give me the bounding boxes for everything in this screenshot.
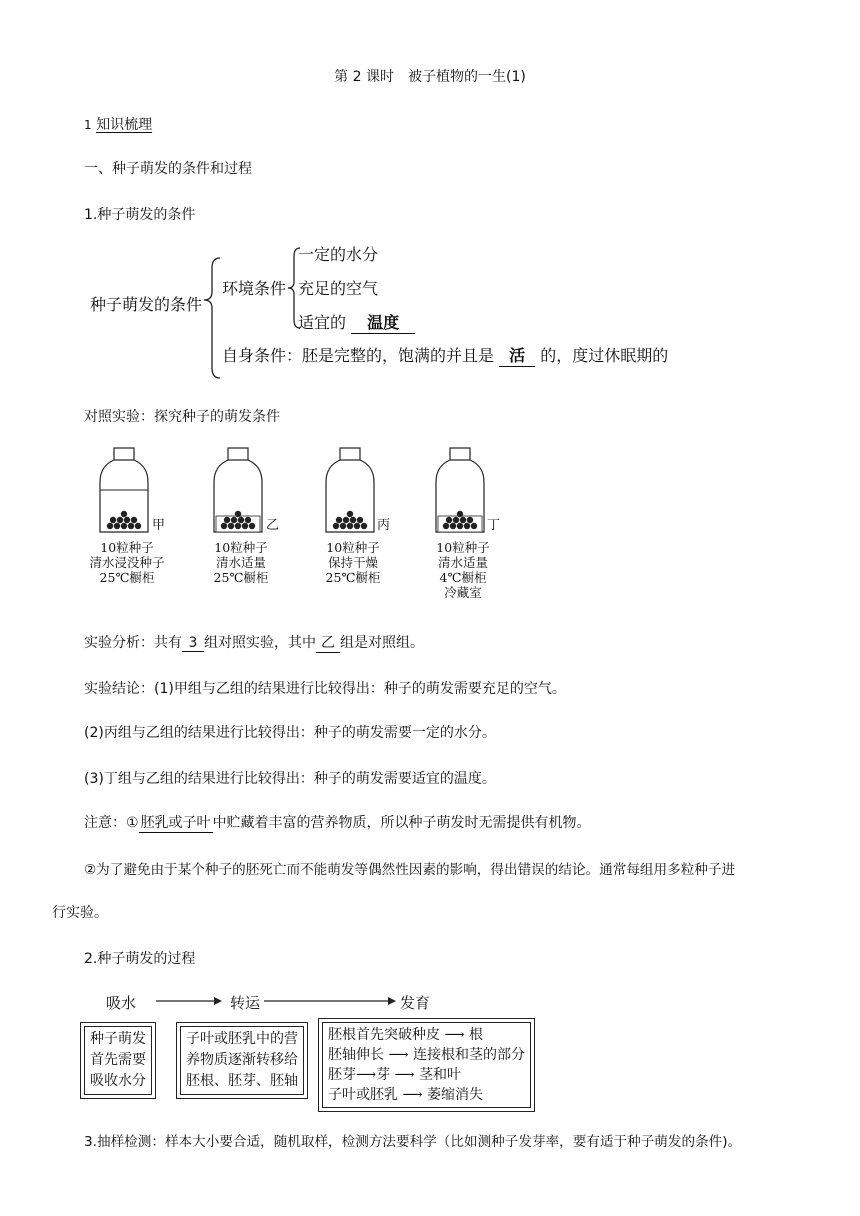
section-label: 知识梳理 — [96, 117, 153, 133]
env-item-temperature-prefix: 适宜的 — [298, 313, 347, 332]
sub-heading-conditions: 1.种子萌发的条件 — [84, 207, 196, 223]
jar-tag-jia: 甲 — [152, 518, 166, 533]
analysis-mid: 组对照实验，其中 — [204, 635, 316, 651]
step-absorb-water: 吸水 — [106, 994, 137, 1012]
process-box-develop — [318, 1018, 535, 1112]
box-line: 吸收水分 — [90, 1073, 146, 1089]
conclusion-3: (3)丁组与乙组的结果进行比较得出：种子的萌发需要适宜的温度。 — [84, 771, 496, 787]
develop-row-plumule: 胚芽⟶芽 ⟶ 茎和叶 — [328, 1067, 462, 1083]
env-item-water: 一定的水分 — [298, 245, 379, 264]
jar-label-jia — [72, 540, 182, 585]
experiment-title: 对照实验：探究种子的萌发条件 — [84, 409, 280, 425]
jar-yi — [214, 448, 262, 532]
jar-tag-ding: 丁 — [487, 518, 501, 533]
note-suffix: 中贮藏着丰富的营养物质，所以种子萌发时无需提供有机物。 — [212, 815, 591, 831]
process-box-transport-inner — [180, 1026, 304, 1095]
jar-label-line: 10粒种子 — [326, 540, 380, 555]
jar-label-line: 10粒种子 — [100, 540, 154, 555]
analysis-count-answer: 3 — [182, 635, 204, 652]
jar-tag-bing: 丙 — [377, 518, 391, 533]
process-box-absorb-inner — [84, 1026, 152, 1095]
section-number: 1 — [84, 118, 92, 132]
conditions-root-label: 种子萌发的条件 — [90, 295, 203, 314]
control-group-answer: 乙 — [316, 632, 340, 653]
jar-label-line: 25℃橱柜 — [213, 570, 269, 585]
heading-seed-germination: 一、种子萌发的条件和过程 — [84, 161, 252, 177]
box-line: 种子萌发 — [90, 1031, 146, 1047]
env-conditions-label: 环境条件 — [222, 279, 287, 298]
jar-label-ding — [408, 540, 518, 600]
experiment-analysis — [84, 632, 424, 653]
section-marker — [84, 114, 152, 134]
jar-bing — [326, 448, 374, 532]
step-transport: 转运 — [230, 994, 261, 1012]
develop-row-cotyledon: 子叶或胚乳 ⟶ 萎缩消失 — [328, 1087, 483, 1103]
env-item-temperature — [298, 310, 415, 334]
step-develop: 发育 — [400, 994, 431, 1012]
note-2-line-1: ②为了避免由于某个种子的胚死亡而不能萌发等偶然性因素的影响，得出错误的结论。通常每组用多粒种子进 — [84, 862, 736, 878]
jar-label-line: 4℃橱柜 — [439, 570, 487, 585]
sub-heading-process: 2.种子萌发的过程 — [84, 951, 196, 967]
develop-row-hypocotyl: 胚轴伸长 ⟶ 连接根和茎的部分 — [328, 1047, 525, 1063]
jar-label-line: 10粒种子 — [214, 540, 268, 555]
jar-label-line: 25℃橱柜 — [99, 570, 155, 585]
box-line: 胚根、胚芽、胚轴 — [186, 1073, 298, 1089]
box-line: 首先需要 — [90, 1052, 146, 1068]
self-condition-prefix: 自身条件：胚是完整的，饱满的并且是 — [222, 346, 495, 365]
page-title: 第 2 课时 被子植物的一生(1) — [334, 69, 526, 85]
jar-label-line: 25℃橱柜 — [325, 570, 381, 585]
jar-label-line: 冷藏室 — [444, 585, 482, 600]
box-line: 养物质逐渐转移给 — [186, 1052, 298, 1068]
note-2-line-2: 行实验。 — [52, 905, 108, 921]
process-arrows — [150, 994, 400, 1008]
analysis-suffix: 组是对照组。 — [340, 635, 424, 651]
endosperm-answer: 胚乳或子叶 — [139, 812, 213, 833]
self-condition — [222, 343, 668, 367]
process-box-absorb — [80, 1022, 156, 1099]
note-1 — [84, 812, 591, 833]
process-box-develop-inner — [322, 1022, 531, 1108]
jar-label-line: 清水适量 — [215, 555, 266, 570]
analysis-prefix: 实验分析：共有 — [84, 635, 182, 651]
jar-label-line: 10粒种子 — [436, 540, 490, 555]
conclusion-2: (2)丙组与乙组的结果进行比较得出：种子的萌发需要一定的水分。 — [84, 725, 496, 741]
self-condition-suffix: 的，度过休眠期的 — [540, 346, 669, 365]
temperature-answer: 温度 — [351, 310, 415, 334]
jar-label-bing — [298, 540, 408, 585]
sampling-note: 3.抽样检测：样本大小要合适，随机取样，检测方法要科学（比如测种子发芽率，要有适于种子萌发的条件)。 — [84, 1134, 742, 1150]
jar-label-line: 清水浸没种子 — [89, 555, 165, 570]
jar-tag-yi: 乙 — [266, 518, 280, 533]
jar-label-line: 保持干燥 — [327, 555, 378, 570]
jar-label-line: 清水适量 — [437, 555, 488, 570]
develop-row-radicle: 胚根首先突破种皮 ⟶ 根 — [328, 1027, 483, 1043]
note-prefix: 注意：① — [84, 815, 139, 831]
conclusion-1: 实验结论：(1)甲组与乙组的结果进行比较得出：种子的萌发需要充足的空气。 — [84, 681, 566, 697]
env-item-air: 充足的空气 — [298, 279, 379, 298]
jar-ding — [436, 448, 484, 532]
alive-answer: 活 — [499, 343, 535, 367]
box-line: 子叶或胚乳中的营 — [186, 1031, 298, 1047]
process-box-transport — [176, 1022, 308, 1099]
jar-jia — [100, 448, 148, 532]
jar-label-yi — [186, 540, 296, 585]
